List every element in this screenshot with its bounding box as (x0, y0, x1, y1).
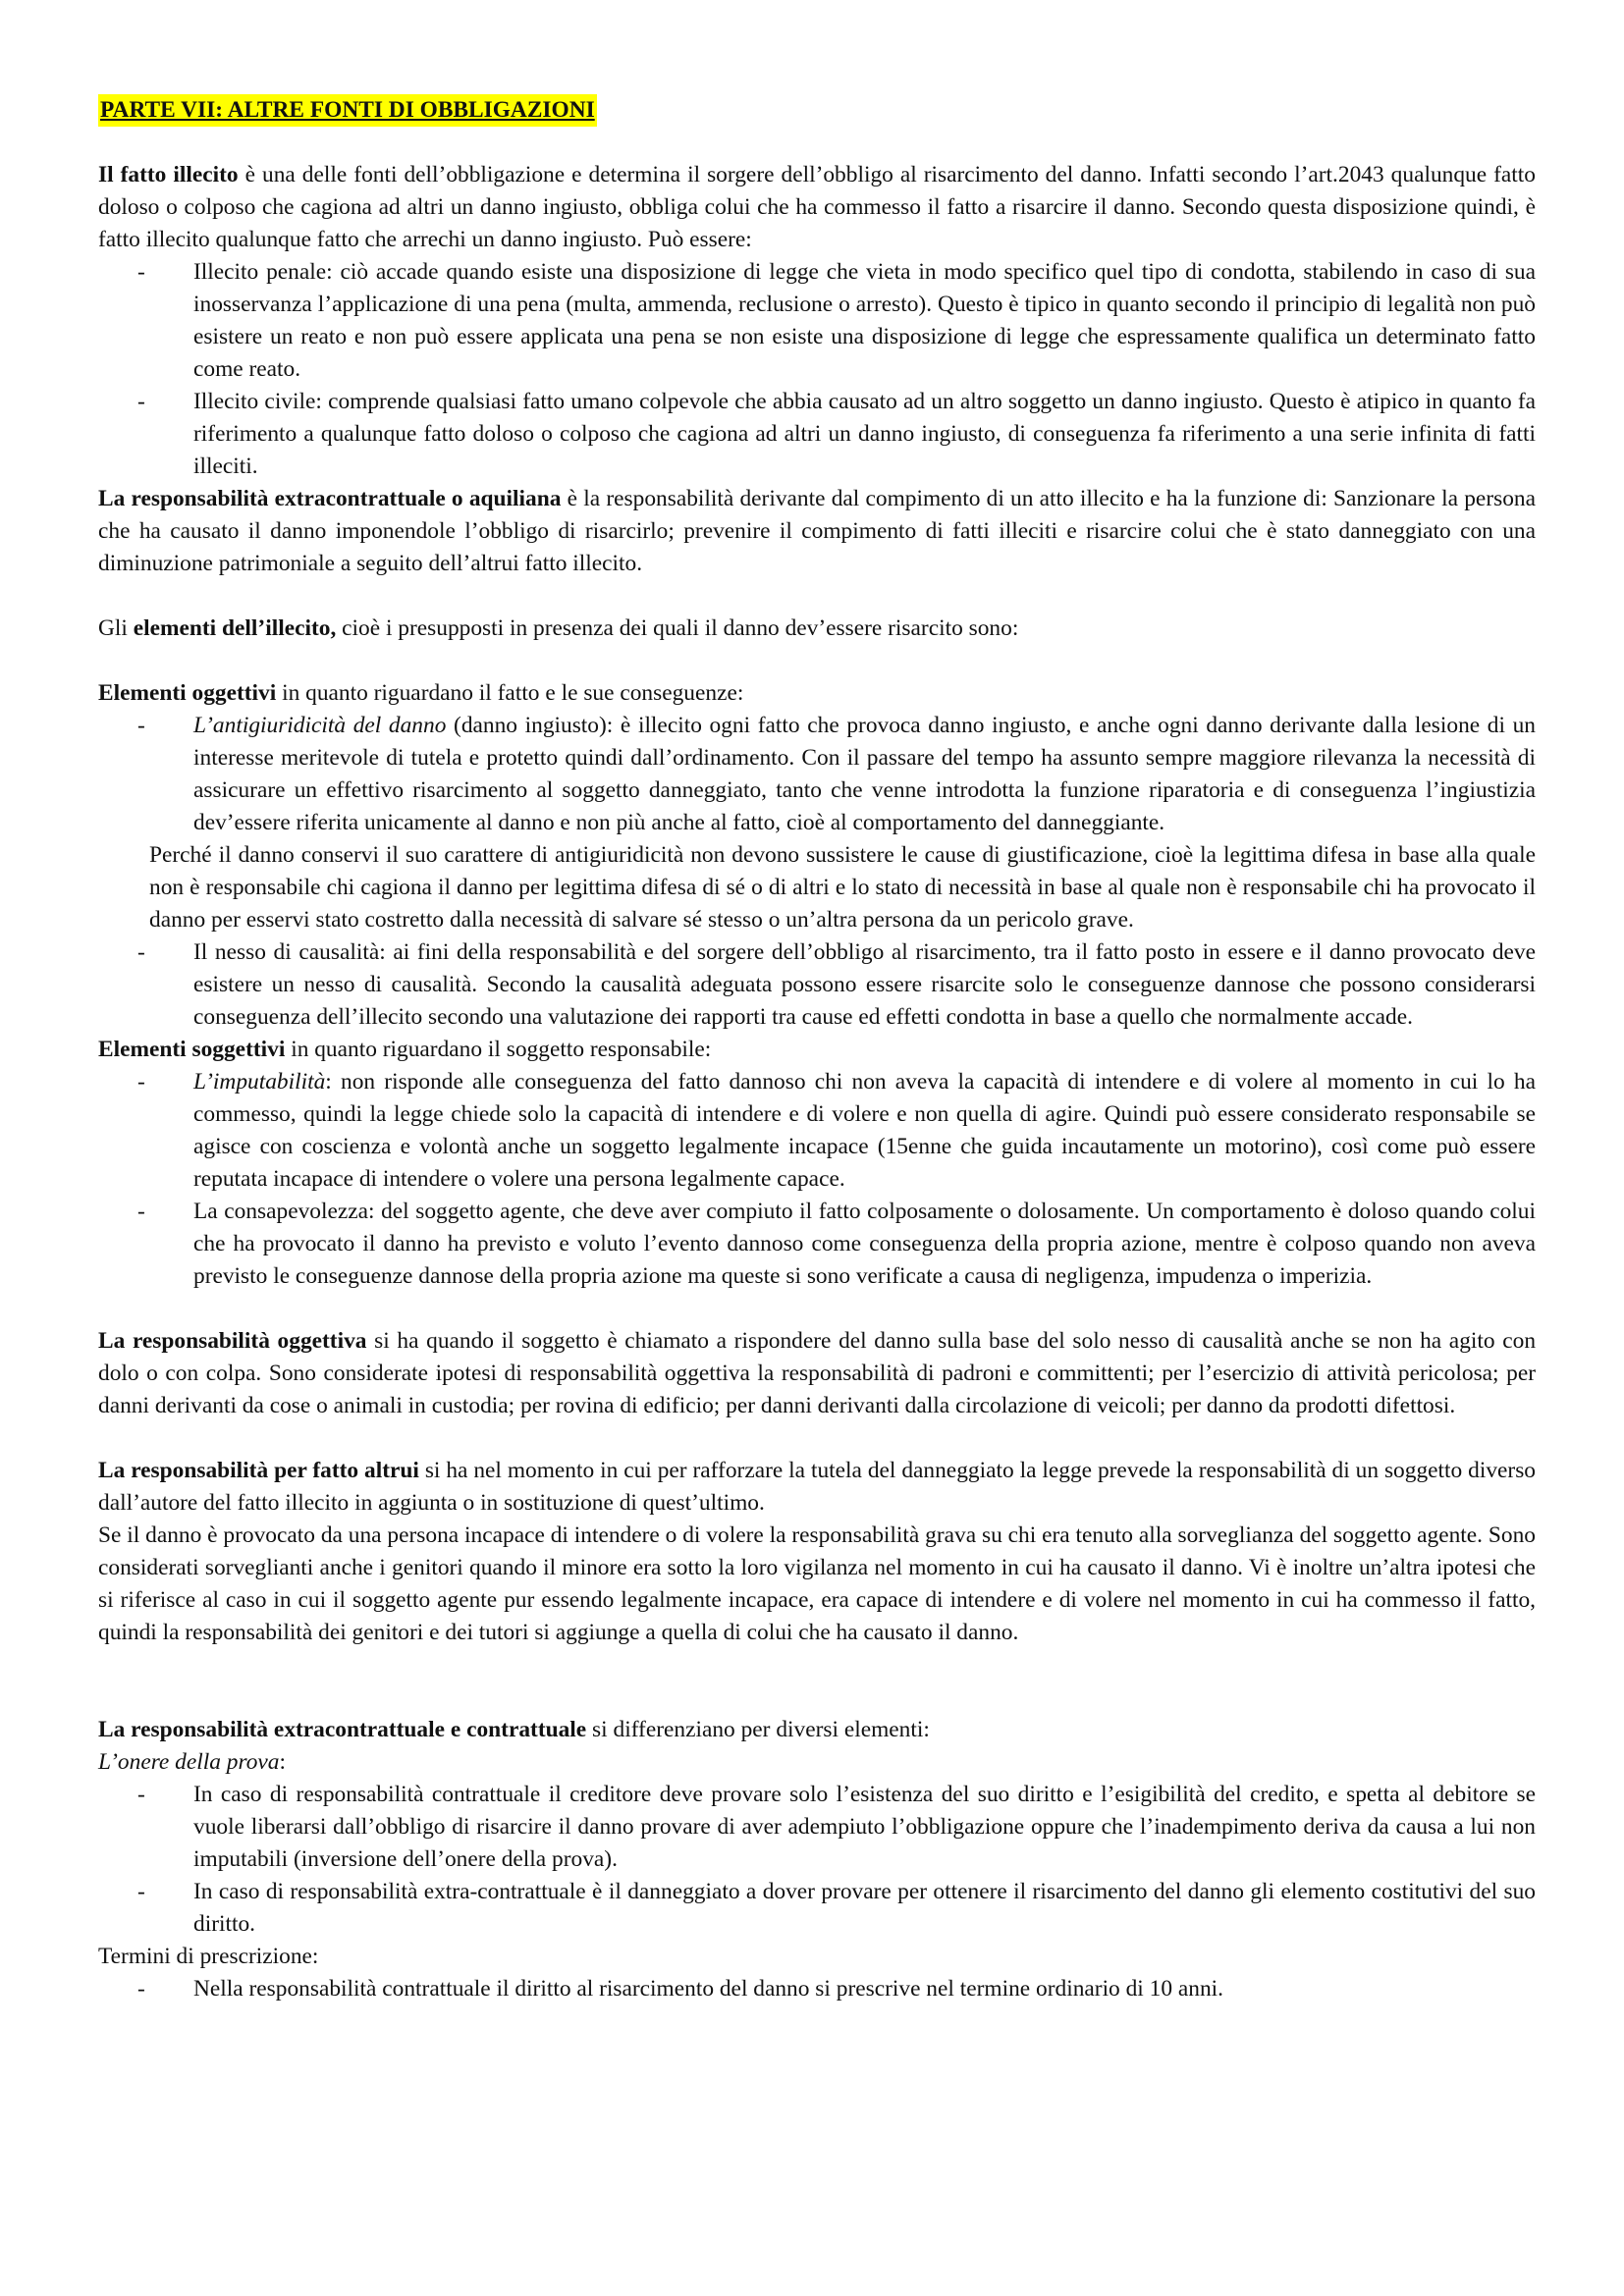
paragraph-fatto-illecito: Il fatto illecito è una delle fonti dell’obbligazione e determina il sorgere dell’obbligo al risarcimento del danno. Infatti secondo l’art.2043 qualunque fatto doloso o colposo che cagiona ad altri un danno ingiusto, obbliga colui che ha commesso il fatto a risarcire il danno. Secondo questa disposizione quindi, è fatto illecito qualunque fatto che arrechi un danno ingiusto. Può essere: (98, 162, 1536, 252)
list-item: - L’imputabilità: non risponde alle conseguenza del fatto dannoso chi non aveva la capacità di intendere e di volere al momento in cui lo ha commesso, quindi la legge chiede solo la capacità di intendere e di volere e non quella di agire. Quindi può essere considerato responsabile se agisce con coscienza e volontà anche un soggetto legalmente incapace (15enne che guida incautamente un motorino), così come può essere reputata incapace di intendere o volere una persona legalmente capace. (98, 1066, 1536, 1196)
paragraph-fatto-altrui: La responsabilità per fatto altrui si ha nel momento in cui per rafforzare la tutela del danneggiato la legge prevede la responsabilità di un soggetto diverso dall’autore del fatto illecito in aggiunta o in sostituzione di quest’ultimo. (98, 1458, 1536, 1516)
list-elementi-soggettivi (98, 1066, 1536, 1293)
subheading-prescrizione: Termini di prescrizione: (98, 1944, 319, 1969)
list-onere-prova (98, 1779, 1536, 1941)
page-title: PARTE VII: ALTRE FONTI DI OBBLIGAZIONI (98, 94, 597, 127)
paragraph-incapace: Se il danno è provocato da una persona incapace di intendere o di volere la responsabilità grava su chi era tenuto alla sorveglianza del soggetto agente. Sono considerati sorveglianti anche i genitori quando il minore era sotto la loro vigilanza nel momento in cui ha causato il danno. Vi è inoltre un’altra ipotesi che si riferisce al caso in cui il soggetto agente pur essendo legalmente incapace, era capace di intendere e di volere nel momento in cui ha commesso il fatto, quindi la responsabilità dei genitori e dei tutori si aggiunge a quella di colui che ha causato il danno. (98, 1522, 1536, 1645)
term-elementi: elementi dell’illecito, (133, 615, 337, 641)
paragraph-responsabilita-oggettiva: La responsabilità oggettiva si ha quando il soggetto è chiamato a rispondere del danno sulla base del solo nesso di causalità anche se non ha agito con dolo o con colpa. Sono considerate ipotesi di responsabilità oggettiva la responsabilità di padroni e committenti; per l’esercizio di attività pericolosa; per danni derivanti da cose o animali in custodia; per rovina di edificio; per danni derivanti dalla circolazione di veicoli; per danno da prodotti difettosi. (98, 1328, 1537, 1418)
heading-elementi-oggettivi: Elementi oggettivi in quanto riguardano il fatto e le sue conseguenze: (98, 680, 744, 706)
list-item: - Illecito civile: comprende qualsiasi fatto umano colpevole che abbia causato ad un altro soggetto un danno ingiusto. Questo è atipico in quanto fa riferimento a qualunque fatto doloso o colposo che cagiona ad altri un danno ingiusto, di conseguenza fa riferimento a una serie infinita di fatti illeciti. (98, 386, 1536, 483)
list-item: - Illecito penale: ciò accade quando esiste una disposizione di legge che vieta in modo specifico quel tipo di condotta, stabilendo in caso di sua inosservanza l’applicazione di una pena (multa, ammenda, reclusione o arresto). Questo è tipico in quanto secondo il principio di legalità non può esistere un reato e non può essere applicata una pena se non esiste una disposizione di legge che espressamente qualifica un determinato fatto come reato. (98, 256, 1536, 386)
list-item: - La consapevolezza: del soggetto agente, che deve aver compiuto il fatto colposamente o dolosamente. Un comportamento è doloso quando colui che ha provocato il danno ha previsto e voluto l’evento dannoso come conseguenza della propria azione, mentre è colposo quando non aveva previsto le conseguenze dannose della propria azione ma queste si sono verificate a causa di negligenza, impudenza o imperizia. (98, 1196, 1536, 1293)
heading-elementi-soggettivi: Elementi soggettivi in quanto riguardano il soggetto responsabile: (98, 1037, 712, 1062)
paragraph-differenze: La responsabilità extracontrattuale e contrattuale si differenziano per diversi elementi: (98, 1717, 930, 1742)
subheading-onere-prova: L’onere della prova: (98, 1749, 286, 1775)
paragraph-elementi-illecito: Gli elementi dell’illecito, cioè i presupposti in presenza dei quali il danno dev’essere risarcito sono: (98, 615, 1019, 641)
term-fatto-illecito: Il fatto illecito (98, 162, 239, 187)
list-item: - L’antigiuridicità del danno (danno ingiusto): è illecito ogni fatto che provoca danno ingiusto, e anche ogni danno derivante dalla lesione di un interesse meritevole di tutela e protetto quindi dall’ordinamento. Con il passare del tempo ha assunto sempre maggiore rilevanza la necessità di assicurare un effettivo risarcimento al soggetto danneggiato, tanto che venne introdotta la funzione riparatoria e di conseguenza l’ingiustizia dev’essere riferita unicamente al danno e non più anche al fatto, cioè al comportamento del danneggiante. (98, 710, 1536, 839)
list-item: - Nella responsabilità contrattuale il diritto al risarcimento del danno si prescrive nel termine ordinario di 10 anni. (98, 1973, 1536, 2005)
list-tipi-illecito (98, 256, 1536, 483)
paragraph-extracontrattuale: La responsabilità extracontrattuale o aquiliana è la responsabilità derivante dal compimento di un atto illecito e ha la funzione di: Sanzionare la persona che ha causato il danno imponendole l’obbligo di risarcirlo; prevenire il compimento di fatti illeciti e risarcire colui che è stato danneggiato con una diminuzione patrimoniale a seguito dell’altrui fatto illecito. (98, 486, 1536, 576)
list-item: - In caso di responsabilità contrattuale il creditore deve provare solo l’esistenza del suo diritto e l’esigibilità del credito, e spetta al debitore se vuole liberarsi dall’obbligo di risarcire il danno provare di aver adempiuto l’obbligazione oppure che l’inadempimento deriva da causa a lui non imputabili (inversione dell’onere della prova). (98, 1779, 1536, 1876)
list-item: - Il nesso di causalità: ai fini della responsabilità e del sorgere dell’obbligo al risarcimento, tra il fatto posto in essere e il danno provocato deve esistere un nesso di causalità. Secondo la causalità adeguata possono essere risarcite solo le conseguenze dannose che possono considerarsi conseguenza dell’illecito secondo una valutazione dei rapporti tra cause ed effetti condotta in base a quello che normalmente accade. (98, 936, 1536, 1034)
list-prescrizione (98, 1973, 1536, 2005)
list-elementi-oggettivi (98, 710, 1536, 839)
document-page (98, 94, 1536, 2005)
list-item: - In caso di responsabilità extra-contrattuale è il danneggiato a dover provare per ottenere il risarcimento del danno gli elemento costitutivi del suo diritto. (98, 1876, 1536, 1941)
term-extracontrattuale: La responsabilità extracontrattuale o aquiliana (98, 486, 562, 511)
paragraph-cause-giustificazione: Perché il danno conservi il suo carattere di antigiuridicità non devono sussistere le cause di giustificazione, cioè la legittima difesa in base alla quale non è responsabile chi cagiona il danno per legittima difesa di sé o di altri e lo stato di necessità in base al quale non è responsabile chi ha provocato il danno per esservi stato costretto dalla necessità di salvare sé stesso o un’altra persona da un pericolo grave. (149, 842, 1536, 933)
